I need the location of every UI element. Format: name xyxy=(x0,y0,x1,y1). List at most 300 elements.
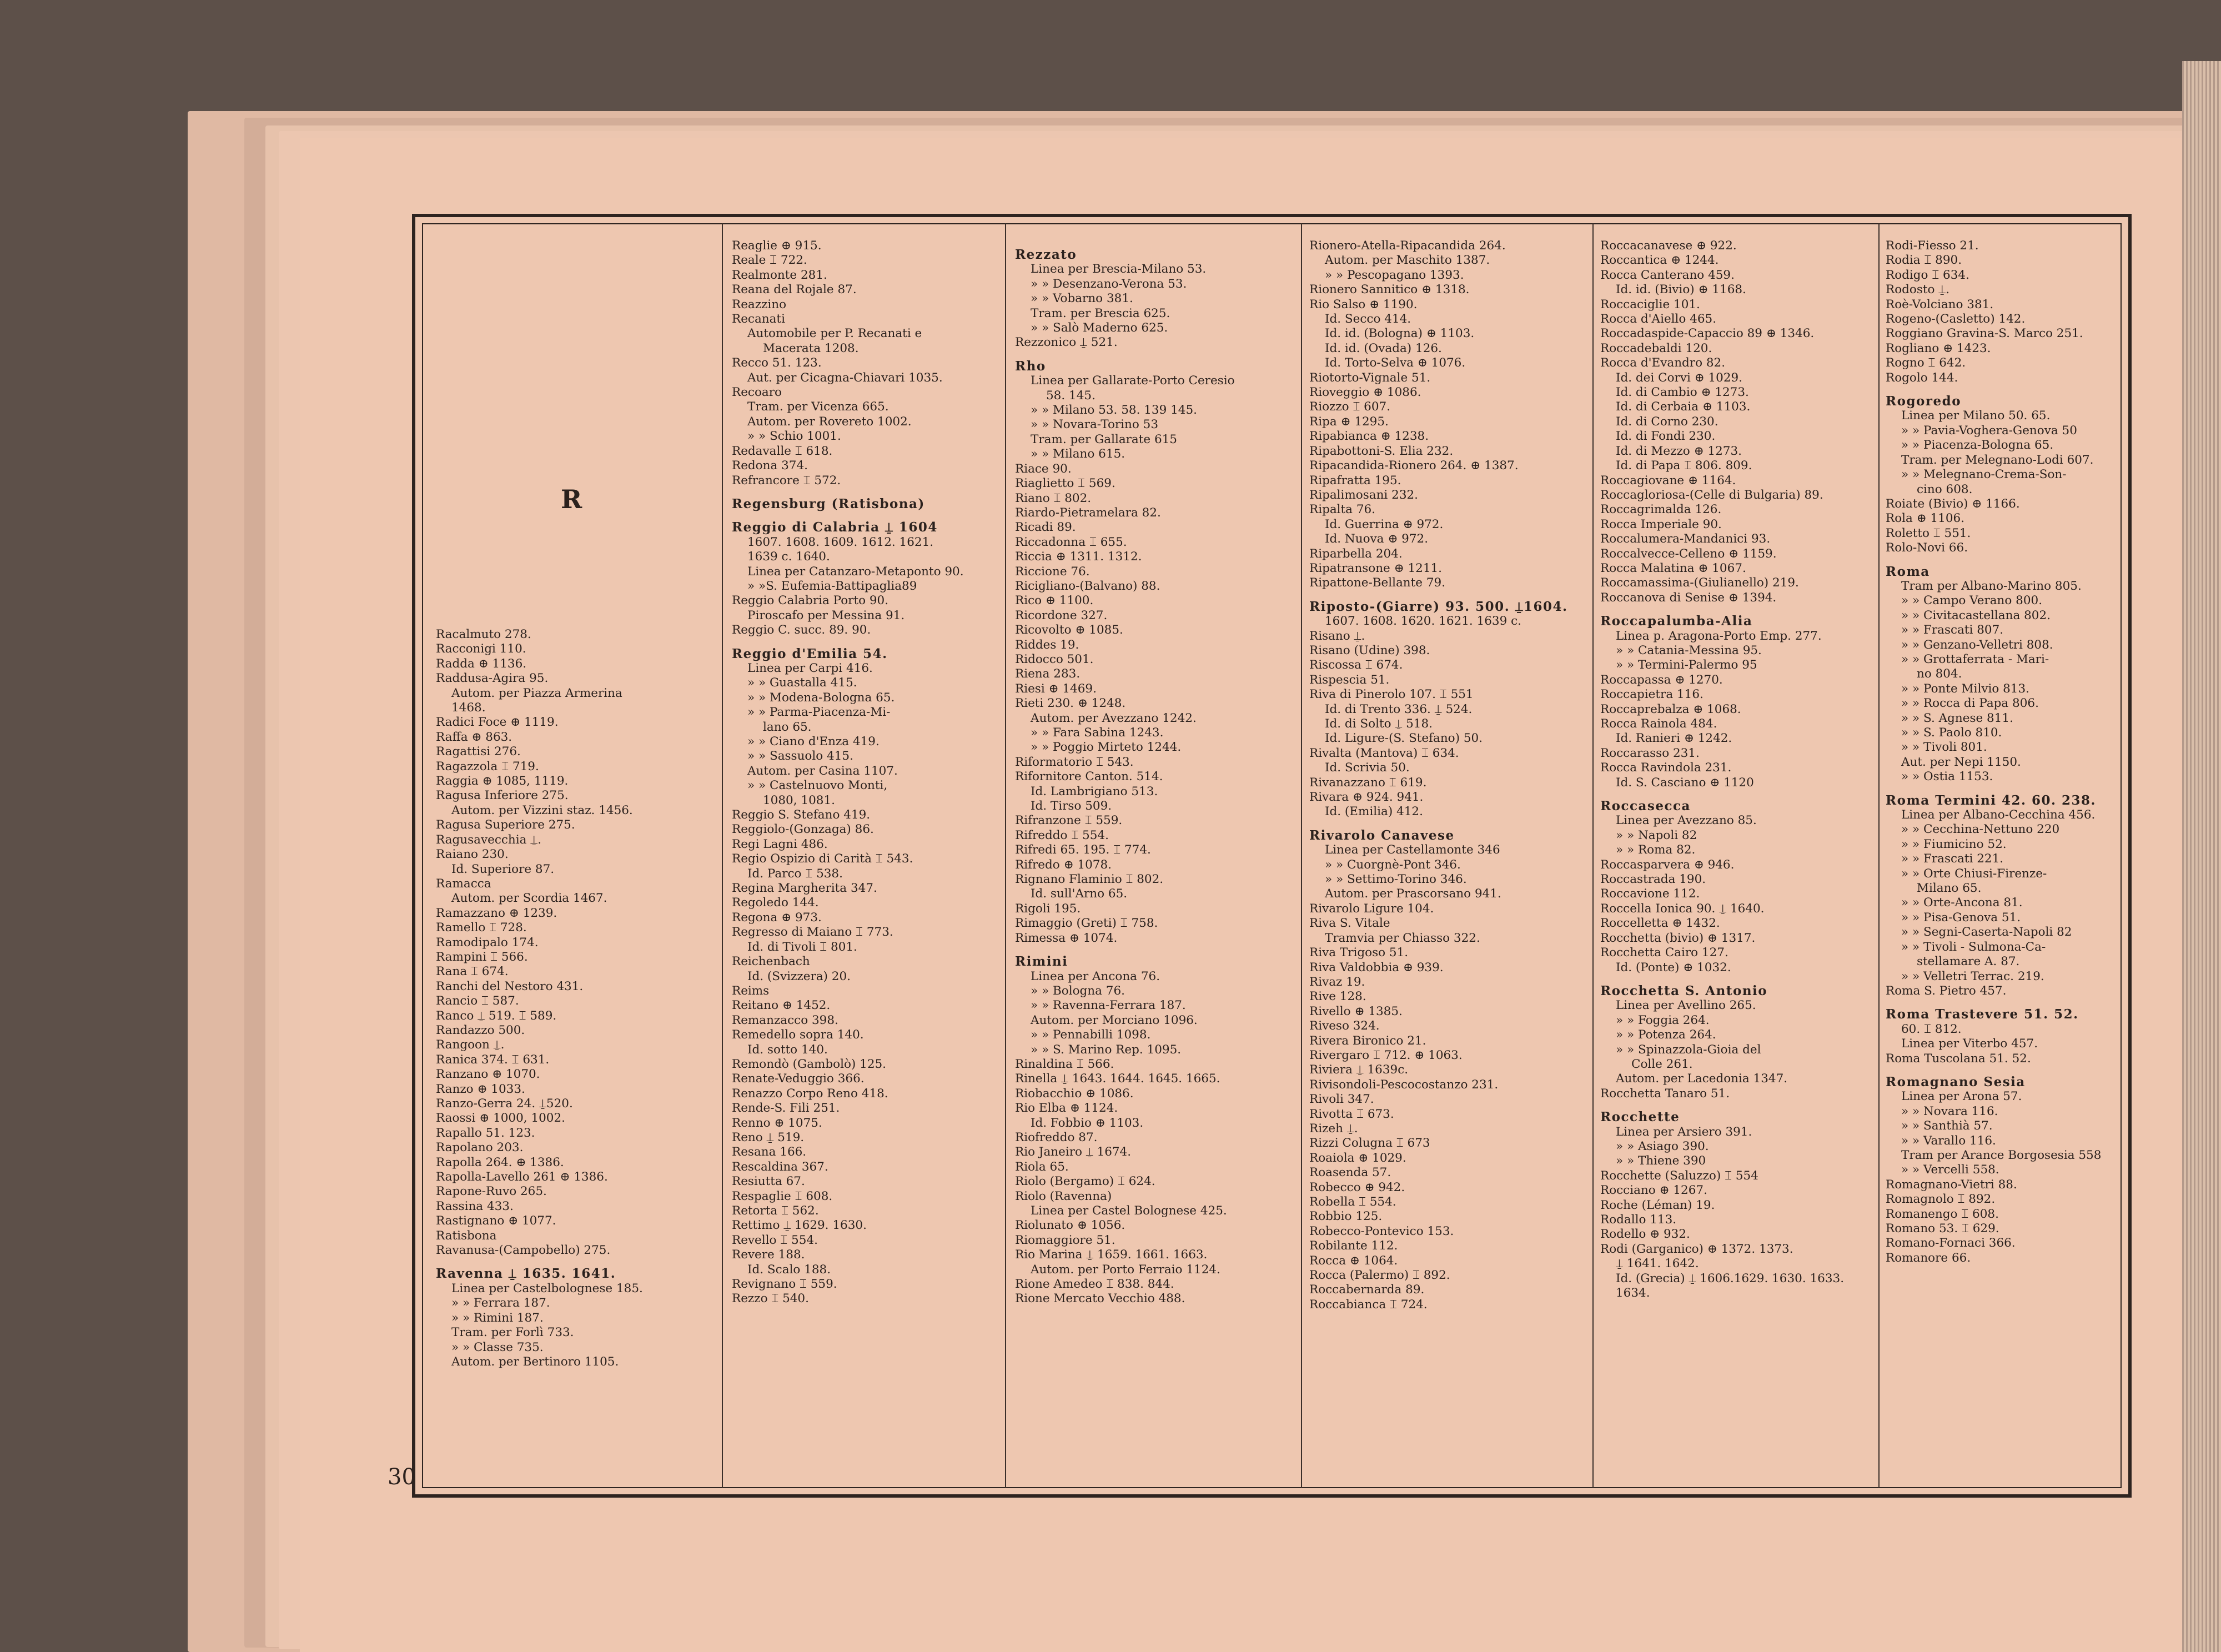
index-entry: Regoledo 144. xyxy=(732,896,819,910)
index-entry: Robella ⌶ 554. xyxy=(1309,1195,1396,1209)
index-entry: Ramello ⌶ 728. xyxy=(436,921,527,935)
index-entry: Rinaldina ⌶ 566. xyxy=(1015,1057,1114,1071)
index-entry: Ragusa Inferiore 275. xyxy=(436,789,569,803)
index-entry: Reno ⍊ 519. xyxy=(732,1130,805,1144)
index-entry: Remondò (Gambolò) 125. xyxy=(732,1057,887,1071)
index-entry: 1607. 1608. 1609. 1612. 1621. xyxy=(747,535,934,549)
index-entry: Rogeno-(Casletto) 142. xyxy=(1886,312,2026,327)
index-entry: Ripalimosani 232. xyxy=(1309,488,1419,502)
column-divider xyxy=(1005,223,1006,1488)
index-entry: 1634. xyxy=(1616,1286,1650,1300)
index-entry: » » Bologna 76. xyxy=(1031,983,1125,998)
index-entry: » » Melegnano-Crema-Son- xyxy=(1901,468,2067,482)
index-entry: Risano (Udine) 398. xyxy=(1309,643,1430,657)
index-entry: Autom. per Morciano 1096. xyxy=(1031,1013,1198,1027)
index-entry: Linea per Viterbo 457. xyxy=(1901,1037,2038,1051)
index-entry: Linea per Castellamonte 346 xyxy=(1325,843,1500,857)
index-entry: Rizeh ⍊. xyxy=(1309,1121,1358,1136)
index-entry: » » Frascati 221. xyxy=(1901,852,2004,866)
index-entry: Roccantica ⊕ 1244. xyxy=(1600,253,1719,268)
index-entry: Rocchette (Saluzzo) ⌶ 554 xyxy=(1600,1168,1758,1183)
index-entry: Ripabianca ⊕ 1238. xyxy=(1309,429,1429,444)
index-entry: Roccasparvera ⊕ 946. xyxy=(1600,857,1735,872)
index-entry: Riena 283. xyxy=(1015,667,1081,681)
index-entry: Rapolla-Lavello 261 ⊕ 1386. xyxy=(436,1170,608,1184)
index-entry: » » Pennabilli 1098. xyxy=(1031,1028,1151,1042)
index-heading: Roma xyxy=(1886,564,1930,579)
index-entry: Ramazzano ⊕ 1239. xyxy=(436,906,557,920)
index-entry: Ricordone 327. xyxy=(1015,608,1108,622)
index-entry: Riva Valdobbia ⊕ 939. xyxy=(1309,960,1444,975)
index-entry: Rio Salso ⊕ 1190. xyxy=(1309,297,1418,312)
index-entry: Id. di Solto ⍊ 518. xyxy=(1325,717,1433,731)
index-entry: Roccadaspide-Capaccio 89 ⊕ 1346. xyxy=(1600,327,1815,341)
index-entry: Rinella ⍊ 1643. 1644. 1645. 1665. xyxy=(1015,1072,1220,1086)
index-entry: Id. sotto 140. xyxy=(747,1042,828,1057)
index-entry: Rana ⌶ 674. xyxy=(436,965,509,979)
index-entry: Raiano 230. xyxy=(436,847,509,862)
index-entry: Roccapietra 116. xyxy=(1600,687,1704,702)
index-entry: » » Sassuolo 415. xyxy=(747,749,853,764)
index-entry: Rocca Imperiale 90. xyxy=(1600,517,1722,531)
index-entry: Roccabernarda 89. xyxy=(1309,1283,1425,1297)
index-entry: » » Napoli 82 xyxy=(1616,828,1697,842)
index-entry: Riesi ⊕ 1469. xyxy=(1015,681,1097,696)
index-entry: Ricovolto ⊕ 1085. xyxy=(1015,623,1123,637)
index-entry: Racconigi 110. xyxy=(436,642,526,656)
index-entry: Ranchi del Nestoro 431. xyxy=(436,979,584,993)
index-entry: » » Guastalla 415. xyxy=(747,676,857,690)
index-entry: Rico ⊕ 1100. xyxy=(1015,594,1094,608)
index-column xyxy=(1600,239,1875,1477)
index-entry: » » Termini-Palermo 95 xyxy=(1616,658,1757,672)
index-entry: Riano ⌶ 802. xyxy=(1015,491,1092,505)
index-entry: Resana 166. xyxy=(732,1145,807,1159)
index-entry: Rocca d'Aiello 465. xyxy=(1600,312,1717,327)
index-entry: » » Roma 82. xyxy=(1616,843,1696,857)
index-entry: Riddes 19. xyxy=(1015,637,1079,652)
page-number: 30 xyxy=(388,1464,416,1490)
index-entry: Regina Margherita 347. xyxy=(732,881,877,896)
index-entry: Roccabianca ⌶ 724. xyxy=(1309,1297,1428,1312)
index-entry: Rivello ⊕ 1385. xyxy=(1309,1004,1403,1018)
index-entry: Linea per Carpi 416. xyxy=(747,661,873,675)
index-entry: Autom. per Rovereto 1002. xyxy=(747,414,912,429)
index-heading: Romagnano Sesia xyxy=(1886,1074,2026,1089)
index-entry: Id. di Papa ⌶ 806. 809. xyxy=(1616,459,1752,473)
index-entry: Linea per Gallarate-Porto Ceresio xyxy=(1031,374,1235,388)
index-entry: Linea per Brescia-Milano 53. xyxy=(1031,262,1207,277)
index-entry: 1639 c. 1640. xyxy=(747,550,830,564)
index-entry: Rivanazzano ⌶ 619. xyxy=(1309,775,1427,790)
index-entry: Roccagiovane ⊕ 1164. xyxy=(1600,473,1736,488)
index-entry: Id. di Mezzo ⊕ 1273. xyxy=(1616,444,1742,458)
index-entry: » » Santhià 57. xyxy=(1901,1119,1993,1133)
index-entry: » » Desenzano-Verona 53. xyxy=(1031,277,1187,291)
index-entry: Rocca Canterano 459. xyxy=(1600,268,1735,282)
index-entry: » » Classe 735. xyxy=(451,1340,544,1354)
index-entry: Riobacchio ⊕ 1086. xyxy=(1015,1086,1134,1101)
index-entry: Autom. per Maschito 1387. xyxy=(1325,253,1490,268)
index-entry: Milano 65. xyxy=(1917,881,1982,896)
index-entry: Rionero-Atella-Ripacandida 264. xyxy=(1309,239,1506,253)
index-entry: Rimessa ⊕ 1074. xyxy=(1015,931,1118,945)
index-entry: Regio Ospizio di Carità ⌶ 543. xyxy=(732,852,913,866)
index-entry: » » Tivoli 801. xyxy=(1901,740,1987,755)
index-entry: Riccadonna ⌶ 655. xyxy=(1015,535,1127,549)
index-entry: Riva Trigoso 51. xyxy=(1309,946,1409,960)
index-entry: Rocca d'Evandro 82. xyxy=(1600,356,1726,370)
index-entry: » » Rocca di Papa 806. xyxy=(1901,696,2039,711)
index-entry: Raggia ⊕ 1085, 1119. xyxy=(436,774,569,789)
index-entry: Redona 374. xyxy=(732,459,808,473)
index-entry: Roaiola ⊕ 1029. xyxy=(1309,1151,1406,1165)
index-entry: Rodallo 113. xyxy=(1600,1213,1677,1227)
index-entry: Roccaprebalza ⊕ 1068. xyxy=(1600,702,1741,716)
index-entry: Ranica 374. ⌶ 631. xyxy=(436,1052,550,1067)
index-entry: » » Genzano-Velletri 808. xyxy=(1901,637,2053,652)
index-entry: Rifredi 65. 195. ⌶ 774. xyxy=(1015,843,1151,857)
index-entry: Linea per Avezzano 85. xyxy=(1616,814,1757,828)
index-entry: Rangoon ⍊. xyxy=(436,1038,505,1052)
index-entry: » » Fara Sabina 1243. xyxy=(1031,726,1164,740)
index-entry: Id. S. Casciano ⊕ 1120 xyxy=(1616,775,1754,790)
index-entry: Ranzo-Gerra 24. ⍊520. xyxy=(436,1097,573,1111)
index-entry: Automobile per P. Recanati e xyxy=(747,327,922,341)
index-entry: Recoaro xyxy=(732,385,782,400)
index-entry: Rivotta ⌶ 673. xyxy=(1309,1107,1394,1121)
index-entry: » » Grottaferrata - Mari- xyxy=(1901,652,2049,666)
index-entry: Romano-Fornaci 366. xyxy=(1886,1236,2016,1251)
index-heading: Roma Termini 42. 60. 238. xyxy=(1886,792,2097,808)
index-entry: Robecco-Pontevico 153. xyxy=(1309,1224,1454,1238)
index-entry: Tram per Albano-Marino 805. xyxy=(1901,579,2082,593)
index-entry: Roccacanavese ⊕ 922. xyxy=(1600,239,1737,253)
index-entry: Robecco ⊕ 942. xyxy=(1309,1180,1405,1194)
index-entry: » » Settimo-Torino 346. xyxy=(1325,872,1467,887)
index-entry: » » Cuorgnè-Pont 346. xyxy=(1325,857,1461,872)
column-divider xyxy=(1592,223,1594,1488)
index-entry: Roiate (Bivio) ⊕ 1166. xyxy=(1886,496,2020,511)
index-entry: 1080, 1081. xyxy=(763,793,835,807)
index-entry: Robilante 112. xyxy=(1309,1239,1398,1253)
index-entry: Riva S. Vitale xyxy=(1309,916,1390,931)
index-entry: Roccagrimalda 126. xyxy=(1600,503,1722,517)
index-entry: Ravanusa-(Campobello) 275. xyxy=(436,1243,611,1258)
index-entry: Id. id. (Ovada) 126. xyxy=(1325,341,1442,355)
index-entry: Revere 188. xyxy=(732,1248,805,1262)
index-entry: Roma S. Pietro 457. xyxy=(1886,983,2007,998)
index-entry: » » S. Marino Rep. 1095. xyxy=(1031,1042,1182,1057)
index-entry: Romagnano-Vietri 88. xyxy=(1886,1177,2017,1192)
index-entry: Reana del Rojale 87. xyxy=(732,283,857,297)
index-entry: » » Cecchina-Nettuno 220 xyxy=(1901,822,2060,837)
index-entry: Rogliano ⊕ 1423. xyxy=(1886,341,1991,355)
index-entry: Riccia ⊕ 1311. 1312. xyxy=(1015,550,1142,564)
index-entry: Rionero Sannitico ⊕ 1318. xyxy=(1309,283,1470,297)
index-entry: Raddusa-Agira 95. xyxy=(436,671,549,686)
index-entry: Roccagloriosa-(Celle di Bulgaria) 89. xyxy=(1600,488,1823,502)
index-entry: Linea per Arsiero 391. xyxy=(1616,1124,1752,1139)
index-entry: » » Thiene 390 xyxy=(1616,1154,1706,1168)
index-entry: Riccione 76. xyxy=(1015,564,1090,579)
index-entry: Macerata 1208. xyxy=(763,341,859,355)
index-entry: Tram. per Gallarate 615 xyxy=(1031,432,1177,446)
index-entry: Riviera ⍊ 1639c. xyxy=(1309,1063,1409,1077)
index-entry: Roccelletta ⊕ 1432. xyxy=(1600,916,1720,931)
index-entry: » » Pavia-Voghera-Genova 50 xyxy=(1901,423,2077,438)
index-entry: Linea per Castelbolognese 185. xyxy=(451,1281,643,1296)
index-entry: Id. dei Corvi ⊕ 1029. xyxy=(1616,370,1743,385)
index-entry: Rigoli 195. xyxy=(1015,901,1081,916)
index-entry: Rivera Bironico 21. xyxy=(1309,1033,1426,1048)
index-entry: Ramacca xyxy=(436,876,491,891)
index-entry: » » Asiago 390. xyxy=(1616,1139,1709,1153)
index-entry: Linea p. Aragona-Porto Emp. 277. xyxy=(1616,629,1822,643)
index-entry: Rivoli 347. xyxy=(1309,1092,1374,1107)
index-entry: Riozzo ⌶ 607. xyxy=(1309,400,1391,414)
index-entry: Riolo (Bergamo) ⌶ 624. xyxy=(1015,1174,1155,1189)
index-entry: Tram. per Melegnano-Lodi 607. xyxy=(1901,453,2094,467)
index-entry: Rancio ⌶ 587. xyxy=(436,994,519,1008)
index-entry: Rocca ⊕ 1064. xyxy=(1309,1253,1398,1268)
index-entry: Ranzano ⊕ 1070. xyxy=(436,1067,540,1082)
index-entry: Ripattone-Bellante 79. xyxy=(1309,576,1446,590)
index-entry: 58. 145. xyxy=(1046,388,1096,403)
index-entry: Regresso di Maiano ⌶ 773. xyxy=(732,925,893,940)
index-entry: Rocca Rainola 484. xyxy=(1600,717,1717,731)
index-entry: Riolunato ⊕ 1056. xyxy=(1015,1218,1125,1233)
index-entry: 1468. xyxy=(451,701,486,715)
index-entry: Rapolla 264. ⊕ 1386. xyxy=(436,1155,564,1169)
index-entry: Autom. per Casina 1107. xyxy=(747,764,898,778)
index-entry: Roggiano Gravina-S. Marco 251. xyxy=(1886,327,2083,341)
index-entry: Refrancore ⌶ 572. xyxy=(732,473,841,488)
index-entry: Ragattisi 276. xyxy=(436,745,521,759)
index-entry: Autom. per Piazza Armerina xyxy=(451,686,622,700)
index-entry: Linea per Arona 57. xyxy=(1901,1089,2022,1104)
index-entry: Rioveggio ⊕ 1086. xyxy=(1309,385,1421,400)
index-entry: Radici Foce ⊕ 1119. xyxy=(436,715,559,730)
index-entry: Rione Amedeo ⌶ 838. 844. xyxy=(1015,1277,1174,1292)
index-entry: Id. Ranieri ⊕ 1242. xyxy=(1616,731,1732,746)
index-entry: Reims xyxy=(732,983,770,998)
index-entry: Rispescia 51. xyxy=(1309,672,1390,687)
index-heading: Ravenna ⍊ 1635. 1641. xyxy=(436,1266,616,1282)
index-entry: Rocca (Palermo) ⌶ 892. xyxy=(1309,1268,1450,1283)
index-entry: Rocchetta Cairo 127. xyxy=(1600,946,1728,960)
index-entry: Rescaldina 367. xyxy=(732,1159,828,1174)
index-entry: » » S. Agnese 811. xyxy=(1901,711,2013,725)
index-entry: Id. di Cambio ⊕ 1273. xyxy=(1616,385,1749,400)
index-entry: Tram. per Forlì 733. xyxy=(451,1325,574,1340)
index-entry: Rivisondoli-Pescocostanzo 231. xyxy=(1309,1077,1499,1092)
index-entry: Reggio C. succ. 89. 90. xyxy=(732,623,871,637)
index-entry: Recanati xyxy=(732,312,785,327)
index-entry: Id. Guerrina ⊕ 972. xyxy=(1325,517,1444,531)
index-entry: Rodi-Fiesso 21. xyxy=(1886,239,1979,253)
index-entry: cino 608. xyxy=(1917,482,1973,496)
index-entry: Remanzacco 398. xyxy=(732,1013,838,1027)
index-entry: Riva di Pinerolo 107. ⌶ 551 xyxy=(1309,687,1474,702)
index-entry: Ridocco 501. xyxy=(1015,652,1094,666)
index-heading: Rezzato xyxy=(1015,247,1077,262)
index-entry: » » Potenza 264. xyxy=(1616,1028,1716,1042)
index-entry: Rassina 433. xyxy=(436,1199,514,1213)
index-entry: Id. Tirso 509. xyxy=(1031,799,1112,814)
index-entry: Riardo-Pietramelara 82. xyxy=(1015,505,1161,520)
index-entry: Linea per Castel Bolognese 425. xyxy=(1031,1204,1227,1218)
index-entry: » » Tivoli - Sulmona-Ca- xyxy=(1901,940,2046,954)
index-entry: stellamare A. 87. xyxy=(1917,955,2020,969)
index-entry: Roccavione 112. xyxy=(1600,887,1700,901)
index-entry: Colle 261. xyxy=(1631,1057,1693,1071)
index-entry: » » Orte-Ancona 81. xyxy=(1901,896,2023,910)
index-entry: Rende-S. Fili 251. xyxy=(732,1101,840,1116)
index-entry: Rivaz 19. xyxy=(1309,975,1365,989)
index-entry: » » Poggio Mirteto 1244. xyxy=(1031,740,1182,755)
index-entry: Linea per Ancona 76. xyxy=(1031,969,1160,983)
index-entry: Romano 53. ⌶ 629. xyxy=(1886,1222,1999,1236)
index-entry: Rifreddo ⌶ 554. xyxy=(1015,828,1109,842)
index-column xyxy=(436,627,716,1472)
index-entry: Rocchetta (bivio) ⊕ 1317. xyxy=(1600,931,1756,945)
index-entry: no 804. xyxy=(1917,667,1962,681)
index-entry: Id. di Fondi 230. xyxy=(1616,429,1716,444)
index-entry: Rogno ⌶ 642. xyxy=(1886,356,1966,370)
index-entry: Tram per Arance Borgosesia 558 xyxy=(1901,1148,2102,1162)
index-entry: Riofreddo 87. xyxy=(1015,1130,1098,1144)
index-entry: Linea per Albano-Cecchina 456. xyxy=(1901,808,2096,822)
index-entry: Id. Ligure-(S. Stefano) 50. xyxy=(1325,731,1483,746)
index-column xyxy=(1886,239,2120,1477)
index-entry: Reichenbach xyxy=(732,955,810,969)
index-entry: Rezzo ⌶ 540. xyxy=(732,1292,809,1306)
index-entry: » » Rimini 187. xyxy=(451,1310,544,1325)
index-entry: Autom. per Porto Ferraio 1124. xyxy=(1031,1262,1220,1277)
index-entry: » » Castelnuovo Monti, xyxy=(747,779,888,793)
index-entry: Rodia ⌶ 890. xyxy=(1886,253,1962,268)
index-heading: Reggio di Calabria ⍊ 1604 xyxy=(732,520,938,535)
index-entry: Ragusa Superiore 275. xyxy=(436,818,575,832)
index-entry: Linea per Milano 50. 65. xyxy=(1901,409,2051,423)
index-entry: » » Ostia 1153. xyxy=(1901,770,1993,784)
index-entry: Rapone-Ruvo 265. xyxy=(436,1184,547,1199)
index-entry: Reazzino xyxy=(732,297,787,312)
index-entry: lano 65. xyxy=(763,720,812,734)
column-divider xyxy=(1301,223,1302,1488)
index-heading: Rocchette xyxy=(1600,1109,1680,1125)
index-heading: Rivarolo Canavese xyxy=(1309,827,1455,843)
index-entry: Rocciano ⊕ 1267. xyxy=(1600,1183,1707,1198)
index-entry: Racalmuto 278. xyxy=(436,627,531,641)
index-entry: » » Orte Chiusi-Firenze- xyxy=(1901,866,2047,881)
index-entry: Rivergaro ⌶ 712. ⊕ 1063. xyxy=(1309,1048,1463,1062)
index-entry: Regi Lagni 486. xyxy=(732,837,828,851)
index-entry: Riolo (Ravenna) xyxy=(1015,1189,1112,1203)
index-entry: Ripabottoni-S. Elia 232. xyxy=(1309,444,1454,458)
index-heading: Rogoredo xyxy=(1886,394,1962,409)
index-entry: Ripalta 76. xyxy=(1309,503,1376,517)
index-entry: Remedello sopra 140. xyxy=(732,1028,864,1042)
index-entry: Renno ⊕ 1075. xyxy=(732,1116,822,1130)
index-entry: » » Ciano d'Enza 419. xyxy=(747,735,880,749)
index-entry: Roè-Volciano 381. xyxy=(1886,297,1994,312)
index-entry: Riformatorio ⌶ 543. xyxy=(1015,755,1134,769)
index-entry: Id. id. (Bologna) ⊕ 1103. xyxy=(1325,327,1475,341)
index-column xyxy=(732,239,1001,1477)
index-entry: Id. id. (Bivio) ⊕ 1168. xyxy=(1616,283,1746,297)
index-entry: Revello ⌶ 554. xyxy=(732,1233,818,1247)
index-entry: » » Milano 615. xyxy=(1031,447,1125,461)
index-entry: Id. (Emilia) 412. xyxy=(1325,805,1423,819)
index-entry: Ripacandida-Rionero 264. ⊕ 1387. xyxy=(1309,459,1519,473)
index-heading: Regensburg (Ratisbona) xyxy=(732,496,925,511)
index-entry: Riscossa ⌶ 674. xyxy=(1309,658,1403,672)
index-heading: Rocchetta S. Antonio xyxy=(1600,983,1768,998)
index-entry: Rivarolo Ligure 104. xyxy=(1309,901,1434,916)
index-entry: Realmonte 281. xyxy=(732,268,827,282)
index-entry: Rogolo 144. xyxy=(1886,370,1958,385)
index-entry: Id. Superiore 87. xyxy=(451,862,555,876)
index-entry: » » Ravenna-Ferrara 187. xyxy=(1031,998,1186,1013)
index-entry: Id. di Tivoli ⌶ 801. xyxy=(747,940,857,954)
column-divider xyxy=(1878,223,1880,1488)
index-entry: Recco 51. 123. xyxy=(732,356,822,370)
index-entry: Randazzo 500. xyxy=(436,1023,525,1037)
index-entry: Rocca Ravindola 231. xyxy=(1600,761,1732,775)
section-letter: R xyxy=(561,484,582,514)
index-entry: Id. di Cerbaia ⊕ 1103. xyxy=(1616,400,1751,414)
index-entry: Rieti 230. ⊕ 1248. xyxy=(1015,696,1126,711)
index-column xyxy=(1309,239,1590,1477)
index-entry: Ricigliano-(Balvano) 88. xyxy=(1015,579,1160,593)
index-entry: Ragazzola ⌶ 719. xyxy=(436,759,539,774)
index-entry: Rifredo ⊕ 1078. xyxy=(1015,857,1112,872)
index-entry: Autom. per Lacedonia 1347. xyxy=(1616,1072,1788,1086)
index-entry: Roccamassima-(Giulianello) 219. xyxy=(1600,576,1799,590)
index-entry: Autom. per Avezzano 1242. xyxy=(1031,711,1197,725)
index-entry: Revignano ⌶ 559. xyxy=(732,1277,837,1292)
index-entry: Reale ⌶ 722. xyxy=(732,253,807,268)
index-entry: » » Parma-Piacenza-Mi- xyxy=(747,705,891,720)
index-entry: » » Civitacastellana 802. xyxy=(1901,608,2051,622)
index-entry: Roccapassa ⊕ 1270. xyxy=(1600,672,1723,687)
index-entry: Roasenda 57. xyxy=(1309,1166,1391,1180)
index-entry: Id. Nuova ⊕ 972. xyxy=(1325,532,1429,546)
index-entry: Roche (Léman) 19. xyxy=(1600,1198,1715,1212)
index-entry: Romanengo ⌶ 608. xyxy=(1886,1207,1999,1221)
index-entry: Rocchetta Tanaro 51. xyxy=(1600,1086,1730,1101)
index-entry: Ramodipalo 174. xyxy=(436,935,539,950)
index-entry: Riola 65. xyxy=(1015,1159,1069,1174)
index-heading: Rimini xyxy=(1015,954,1068,970)
index-entry: Resiutta 67. xyxy=(732,1174,805,1189)
index-entry: Redavalle ⌶ 618. xyxy=(732,444,833,458)
index-entry: » » Varallo 116. xyxy=(1901,1133,1996,1148)
index-entry: » » Pisa-Genova 51. xyxy=(1901,910,2021,925)
index-entry: Id. Scrivia 50. xyxy=(1325,761,1410,775)
index-heading: Rho xyxy=(1015,358,1046,374)
index-entry: Raossi ⊕ 1000, 1002. xyxy=(436,1111,566,1126)
index-entry: Autom. per Bertinoro 1105. xyxy=(451,1354,619,1369)
index-entry: Roccarasso 231. xyxy=(1600,746,1700,760)
index-entry: Rio Marina ⍊ 1659. 1661. 1663. xyxy=(1015,1248,1208,1262)
index-entry: Rapallo 51. 123. xyxy=(436,1126,535,1140)
index-entry: Roccaciglie 101. xyxy=(1600,297,1700,312)
index-entry: » » Campo Verano 800. xyxy=(1901,594,2043,608)
column-divider xyxy=(722,223,723,1488)
